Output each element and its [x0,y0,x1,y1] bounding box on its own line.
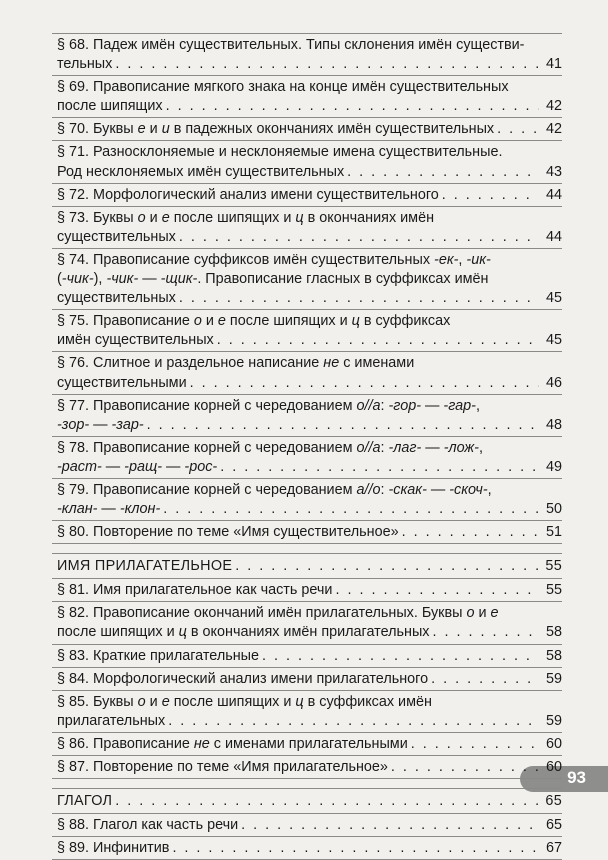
toc-group-verb [52,814,562,860]
toc-entry-text [57,416,144,435]
text-run: — [101,458,125,475]
text-run: § 75. Правописание [57,313,194,330]
dot-leader [115,792,542,811]
toc-entry [52,207,562,249]
text-run: § 89. Инфинитив [57,840,170,857]
text-run: § 88. Глагол как часть речи [57,817,239,834]
toc-entry [52,118,562,141]
text-run: § 76. Слитное и раздельное написание [57,355,324,372]
text-run: о [137,209,146,226]
toc-entry [52,756,562,779]
text-run: § 73. Буквы [57,209,138,226]
dot-leader [442,186,539,205]
text-run: § 83. Краткие прилагательные [57,647,260,664]
text-run: -щик- [160,271,198,288]
toc-entry [52,249,562,310]
toc-entry-text [57,313,450,329]
text-run: и [145,209,162,226]
text-run: -гар- [443,397,476,414]
text-run: е [490,605,499,622]
text-run: о [466,605,475,622]
toc-entry-page: 60 [545,735,562,752]
toc-entry [52,141,562,183]
text-run: прилагательных [57,712,166,729]
text-run: — [97,501,120,518]
text-run: существительных [57,228,176,245]
toc-entry-page: 41 [545,56,562,73]
toc-entry-text [57,37,524,53]
section-divider [52,544,562,554]
text-run: е [161,209,170,226]
toc-entry-text [57,55,112,74]
text-run: § 84. Морфологический анализ имени прилагательного [57,670,429,687]
text-run: -клан- [57,501,98,518]
toc-entry-text [57,712,165,731]
text-run: о//а [356,397,381,414]
text-run: -лаг- [388,439,422,456]
text-run: о [193,313,202,330]
text-run: § 77. Правописание корней с чередованием [57,397,357,414]
text-run: . Правописание гласных в суффиксах имён [197,271,489,288]
toc-entry-page: 48 [545,416,562,433]
text-run: в падежных окончаниях имён существительных [169,121,495,138]
toc-entry-page: 51 [545,524,562,541]
table-of-contents [52,33,562,860]
text-run: после шипящих и [57,624,179,641]
toc-entry [52,310,562,352]
dot-leader [115,55,539,74]
text-run: после шипящих и [169,209,296,226]
dot-leader [235,557,542,576]
dot-leader [217,331,539,350]
toc-entry-page: 59 [545,712,562,729]
text-run: не [193,735,210,752]
text-run: ц [295,693,304,710]
text-run: -ращ- [124,458,163,475]
dot-leader [241,816,539,835]
toc-entry-text [57,355,414,371]
text-run: , [478,439,483,456]
toc-entry-text [57,758,388,777]
text-run: -лож- [443,439,479,456]
text-run: в суффиксах имён [303,693,432,710]
section-title: ИМЯ ПРИЛАГАТЕЛЬНОЕ [57,558,233,575]
text-run: и [201,313,218,330]
text-run: — [162,458,185,475]
toc-entry-page: 67 [545,840,562,857]
section-title: ГЛАГОЛ [57,793,113,810]
toc-entry [52,691,562,733]
toc-entry-text [57,647,259,666]
text-run: ( [57,271,62,288]
text-run: -рос- [184,458,218,475]
text-run: : [380,481,389,498]
text-run: § 70. Буквы [57,121,138,138]
toc-entry-text [57,228,176,247]
text-run: существительных [57,290,176,307]
text-run: § 87. Повторение по теме «Имя прилагательное» [57,759,388,775]
text-run: о [137,693,146,710]
text-run: существительными [57,374,187,391]
toc-entry-text [57,252,491,268]
text-run: § 79. Правописание корней с чередованием [57,481,357,498]
text-run: -гор- [388,397,422,414]
toc-entry-text [57,670,428,689]
text-run: § 74. Правописание суффиксов имён существительных [57,251,435,268]
dot-leader [166,97,539,116]
toc-entry [52,395,562,437]
text-run: -чик- [61,271,94,288]
toc-entry-text [57,79,509,95]
toc-entry [52,645,562,668]
section-heading-verb [52,789,562,814]
text-run: § 85. Буквы [57,693,138,710]
text-run: и [145,121,162,138]
toc-entry-page: 59 [545,670,562,687]
text-run: , [475,397,480,414]
toc-entry [52,579,562,602]
toc-entry-text [57,440,483,456]
dot-leader [391,758,539,777]
toc-entry-text [57,210,434,226]
text-run: : [380,397,389,414]
text-run: в окончаниях имён прилагательных [186,624,430,641]
dot-leader [347,163,539,182]
dot-leader [147,416,539,435]
toc-entry-text [57,581,332,600]
text-run: после шипящих и [225,313,352,330]
dot-leader [335,581,539,600]
toc-entry-text [57,331,214,350]
text-run: § 86. Правописание [57,735,194,752]
toc-entry-page: 43 [545,163,562,180]
dot-leader [497,120,539,139]
toc-entry [52,733,562,756]
section-page: 55 [545,558,562,575]
text-run: е [161,693,170,710]
dot-leader [179,228,539,247]
page-number: 93 [567,768,586,787]
toc-entry [52,814,562,837]
text-run: — [138,271,161,288]
toc-entry [52,837,562,860]
toc-entry [52,479,562,521]
toc-entry-page: 65 [545,817,562,834]
toc-entry-text [57,816,238,835]
toc-entry-page: 42 [545,98,562,115]
text-run: имён существительных [57,332,214,349]
text-run: е [137,121,146,138]
toc-entry-text [57,735,408,754]
text-run: ц [295,209,304,226]
dot-leader [172,839,539,858]
toc-entry-text [57,186,439,205]
toc-entry-text [57,163,344,182]
dot-leader [168,712,539,731]
text-run: в окончаниях имён [303,209,435,226]
text-run: с именами прилагательными [209,735,408,752]
toc-entry-text [57,97,163,116]
text-run: ), [93,271,107,288]
toc-entry-text [57,398,480,414]
toc-entry [52,602,562,644]
toc-entry-page: 49 [545,458,562,475]
toc-entry-text [57,500,160,519]
toc-entry-page: 45 [545,290,562,307]
text-run: -чик- [106,271,139,288]
text-run: после шипящих и [169,693,296,710]
toc-entry [52,521,562,544]
text-run: -клон- [119,501,161,518]
text-run: , [458,251,467,268]
toc-entry-text [57,839,169,858]
text-run: § 68. Падеж имён существительных. Типы склонения имён существи- [57,37,525,53]
text-run: -ик- [466,251,491,268]
toc-entry-text [57,120,494,139]
text-run: § 78. Правописание корней с чередованием [57,439,357,456]
text-run: ц [178,624,187,641]
text-run: -зор- [57,416,90,433]
toc-entry [52,76,562,118]
text-run: о//а [356,439,381,456]
toc-entry [52,668,562,691]
toc-entry-page: 44 [545,186,562,203]
dot-leader [190,374,539,393]
text-run: ц [351,313,360,330]
dot-leader [163,500,539,519]
dot-leader [433,623,539,642]
text-run: § 81. Имя прилагательное как часть речи [57,582,333,599]
toc-entry-text [57,374,187,393]
toc-entry-page: 58 [545,624,562,641]
section-heading-adjective [52,554,562,579]
dot-leader [431,670,539,689]
toc-entry-text [57,482,492,498]
text-run: — [426,481,450,498]
toc-group-adjective [52,579,562,779]
text-run: и [474,605,491,622]
text-run: : [380,439,389,456]
text-run: § 72. Морфологический анализ имени существительного [57,186,439,203]
toc-entry-text [57,458,217,477]
toc-entry-page: 60 [545,759,562,775]
text-run: Род несклоняемых имён существительных [57,163,345,180]
text-run: — [421,397,444,414]
toc-entry-page: 45 [545,332,562,349]
text-run: § 82. Правописание окончаний имён прилагательных. Буквы [57,605,467,622]
toc-entry-page: 58 [545,647,562,664]
text-run: и [161,121,170,138]
text-run: тельных [57,56,113,73]
toc-entry-page: 44 [545,228,562,245]
toc-entry [52,437,562,479]
text-run: а//о [356,481,381,498]
text-run: — [421,439,444,456]
text-run: с именами [339,355,415,372]
toc-entry-text [57,623,430,642]
dot-leader [262,647,539,666]
toc-entry [52,33,562,76]
text-run: — [89,416,112,433]
text-run: в суффиксах [359,313,451,330]
text-run: -скак- [388,481,427,498]
toc-entry-page: 50 [545,501,562,518]
section-page: 65 [545,793,562,810]
dot-leader [402,523,539,542]
text-run: и [145,693,162,710]
text-run: не [323,355,340,372]
text-run: § 80. Повторение по теме «Имя существительное» [57,524,399,541]
toc-entry [52,184,562,207]
text-run: -ек- [434,251,459,268]
text-run: § 71. Разносклоняемые и несклоняемые имена существительные. [57,144,503,161]
text-run: § 69. Правописание мягкого знака на конце имён существительных [57,79,509,96]
toc-entry-page: 42 [545,121,562,138]
toc-entry [52,352,562,394]
toc-entry-page: 46 [545,374,562,391]
text-run: е [217,313,226,330]
toc-group-noun [52,33,562,544]
toc-entry-text [57,289,176,308]
text-run: после шипящих [57,98,163,115]
dot-leader [411,735,539,754]
section-divider [52,779,562,789]
text-run: -зар- [111,416,144,433]
text-run: , [487,481,492,498]
toc-entry-page: 55 [545,582,562,599]
dot-leader [179,289,539,308]
toc-entry-text [57,271,489,287]
toc-entry-text [57,523,399,542]
toc-entry-text [57,144,502,160]
dot-leader [220,458,539,477]
text-run: -скоч- [449,481,488,498]
toc-entry-text [57,605,499,621]
toc-entry-text [57,694,432,710]
text-run: -раст- [57,458,102,475]
